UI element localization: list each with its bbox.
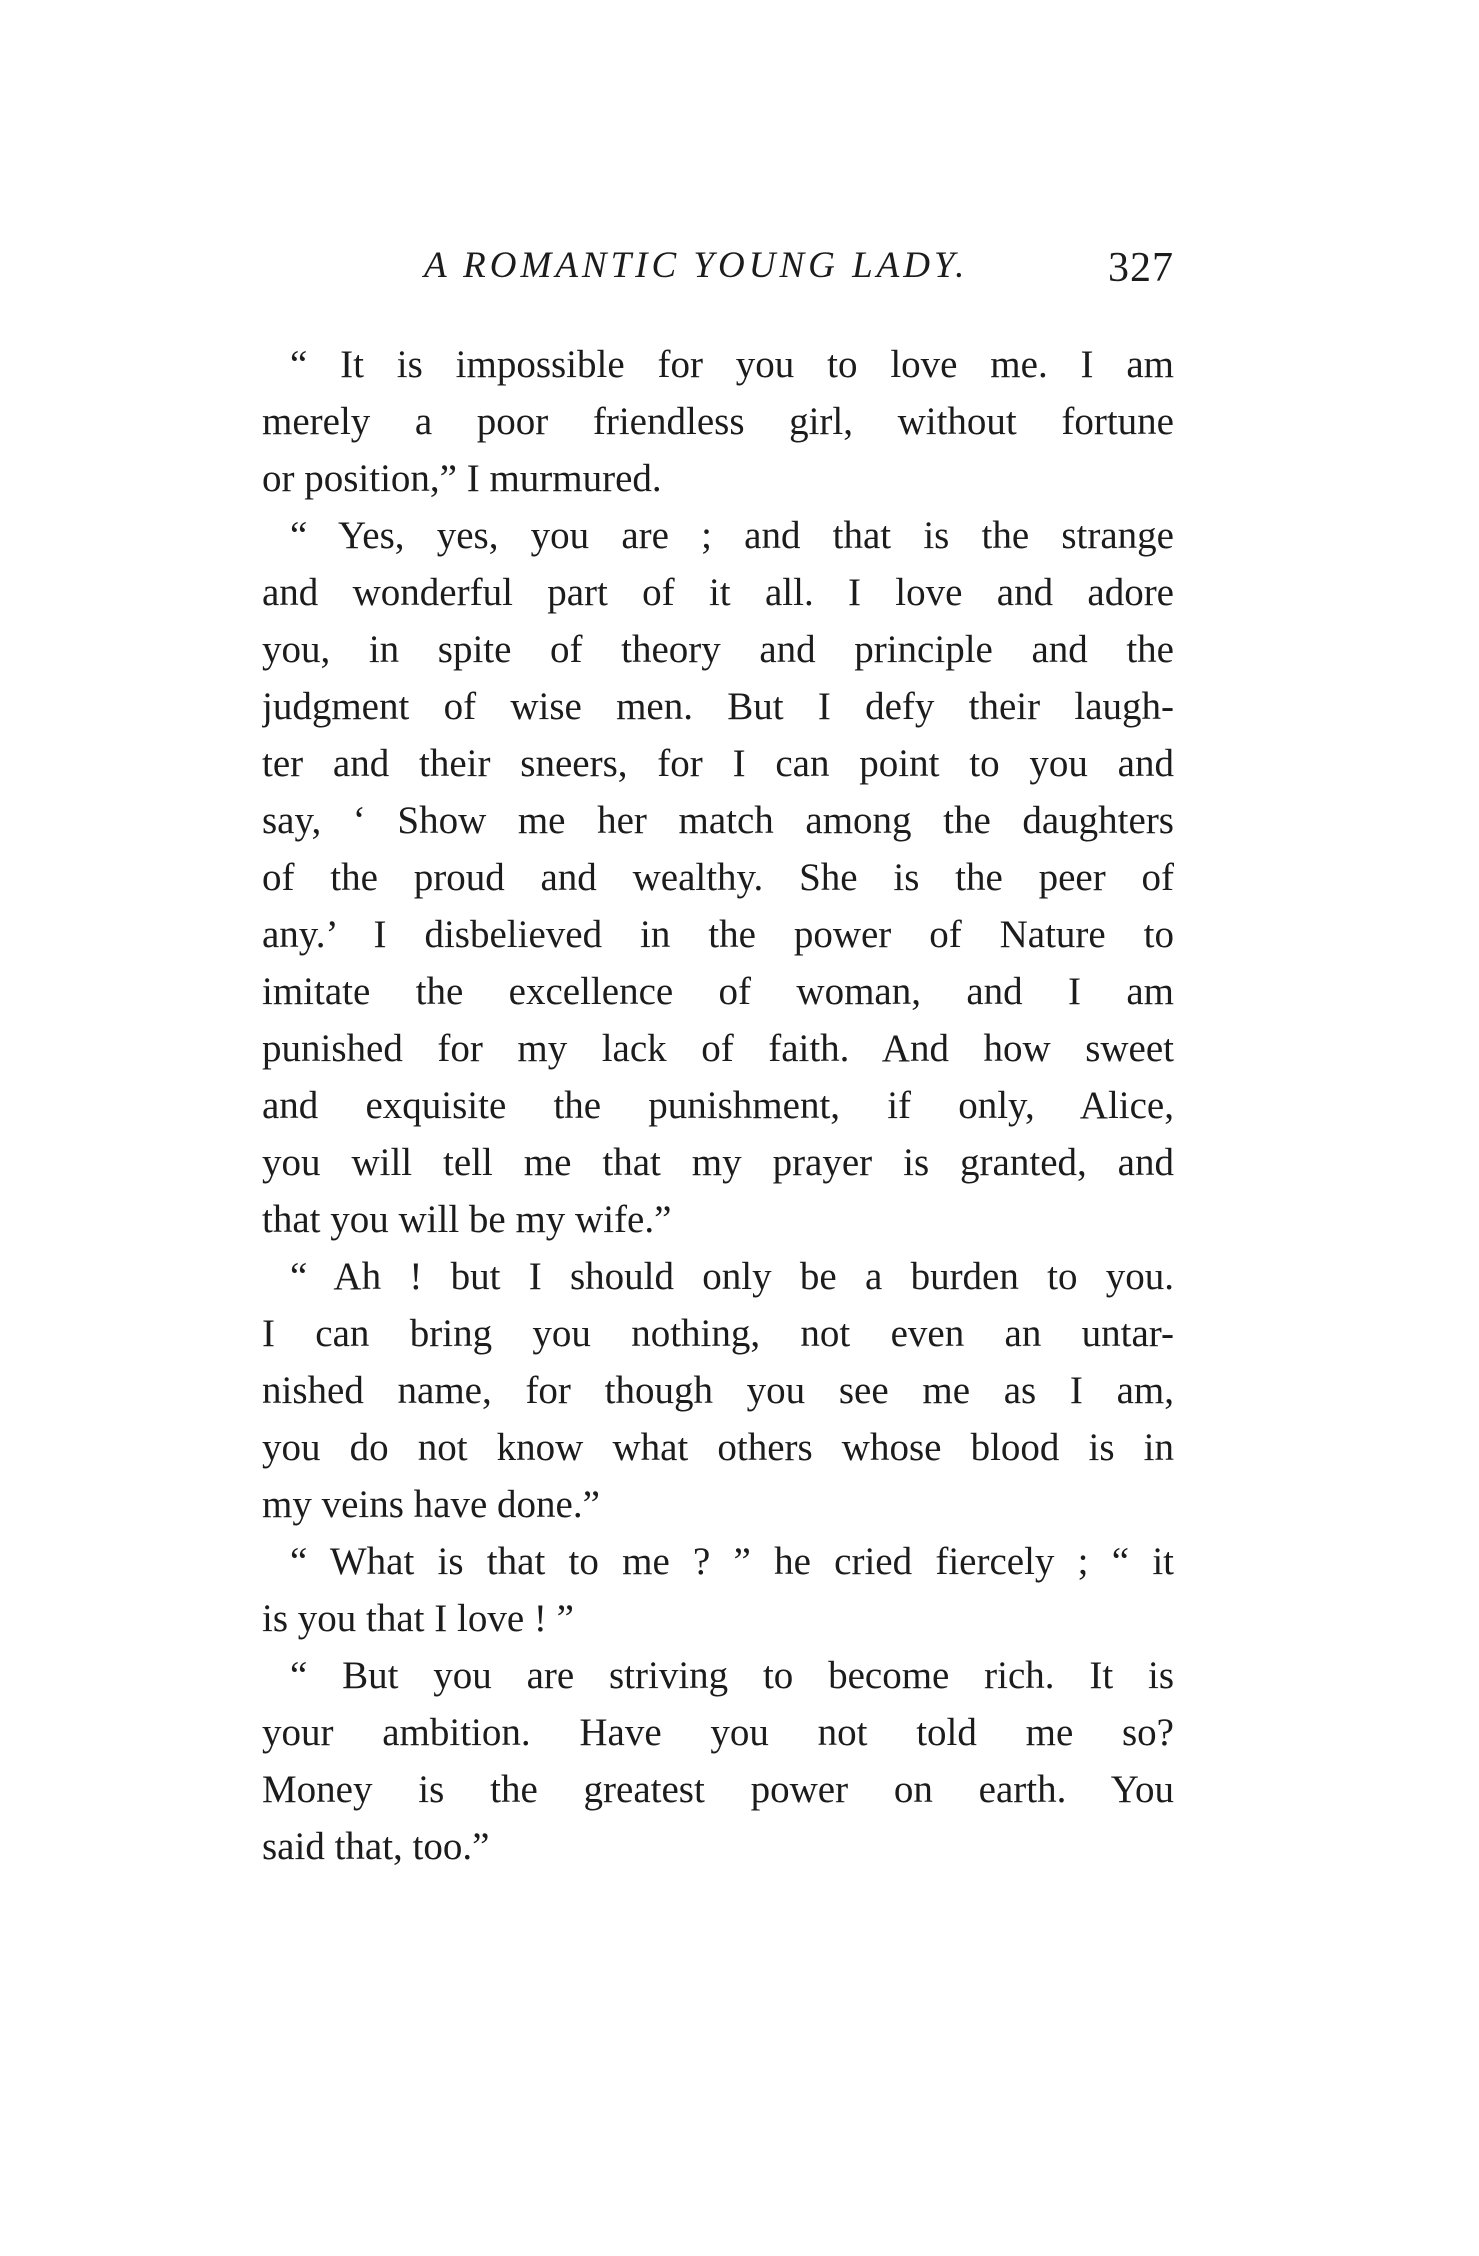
text-line: “ What is that to me ? ” he cried fiercely ; “ it <box>290 1540 1174 1583</box>
text-line: imitate the excellence of woman, and I am <box>262 970 1174 1013</box>
text-line: “ Ah ! but I should only be a burden to you. <box>290 1255 1174 1298</box>
text-line: my veins have done.” <box>262 1483 600 1526</box>
text-line: and exquisite the punishment, if only, Alice, <box>262 1084 1174 1127</box>
text-line: any.’ I disbelieved in the power of Nature to <box>262 913 1174 956</box>
text-line: ter and their sneers, for I can point to you and <box>262 742 1174 785</box>
body-text <box>262 336 1174 1875</box>
text-line: punished for my lack of faith. And how sweet <box>262 1027 1174 1070</box>
text-line: your ambition. Have you not told me so? <box>262 1711 1174 1754</box>
text-line: said that, too.” <box>262 1825 490 1868</box>
text-line: I can bring you nothing, not even an untar- <box>262 1312 1174 1355</box>
text-line: you will tell me that my prayer is granted, and <box>262 1141 1174 1184</box>
text-line: and wonderful part of it all. I love and adore <box>262 571 1174 614</box>
text-line: say, ‘ Show me her match among the daughters <box>262 799 1174 842</box>
text-line: “ It is impossible for you to love me. I am <box>290 343 1174 386</box>
text-line: or position,” I murmured. <box>262 457 662 500</box>
text-line: “ But you are striving to become rich. It is <box>290 1654 1174 1697</box>
text-line: judgment of wise men. But I defy their laugh- <box>262 685 1174 728</box>
text-line: is you that I love ! ” <box>262 1597 574 1640</box>
page-number: 327 <box>1108 245 1174 291</box>
running-title: A ROMANTIC YOUNG LADY. <box>424 245 969 286</box>
text-line: “ Yes, yes, you are ; and that is the strange <box>290 514 1174 557</box>
text-line: Money is the greatest power on earth. You <box>262 1768 1174 1811</box>
text-line: nished name, for though you see me as I am, <box>262 1369 1174 1412</box>
text-line: of the proud and wealthy. She is the peer of <box>262 856 1174 899</box>
text-line: merely a poor friendless girl, without fortune <box>262 400 1174 443</box>
text-line: that you will be my wife.” <box>262 1198 672 1241</box>
text-line: you do not know what others whose blood is in <box>262 1426 1174 1469</box>
text-line: you, in spite of theory and principle and the <box>262 628 1174 671</box>
running-head <box>262 236 1174 296</box>
